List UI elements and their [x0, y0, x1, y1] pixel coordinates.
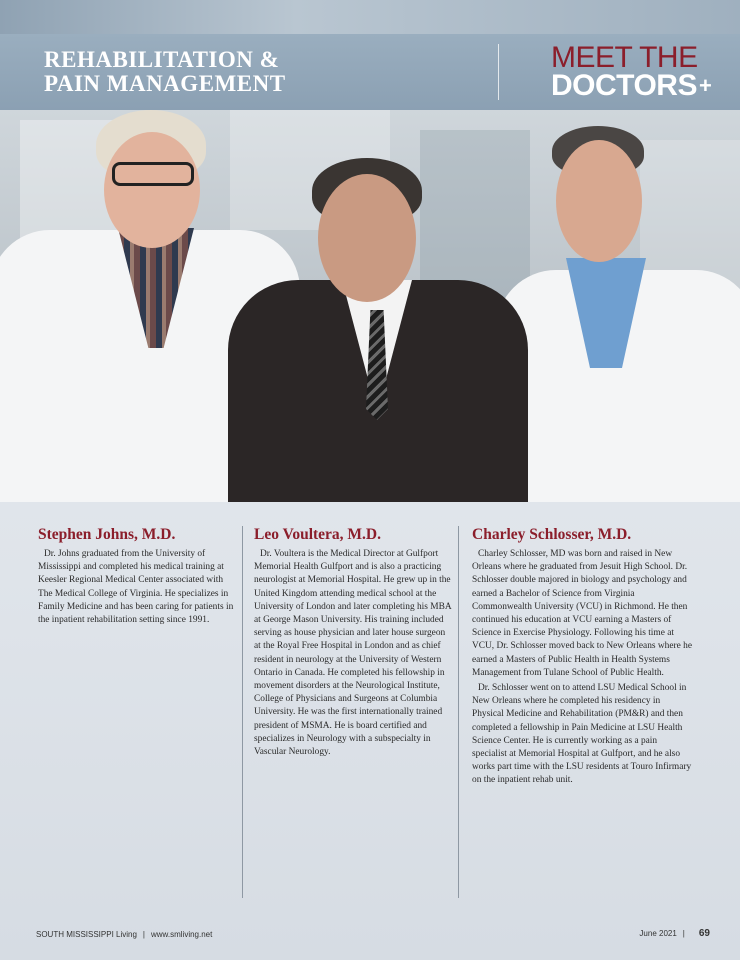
doctor-name: Charley Schlosser, M.D. [472, 526, 632, 543]
doctor-bio-text: Dr. Schlosser went on to attend LSU Medical School in New Orleans where he completed his residency in Physical Medicine and Rehabilitation (PM&R) and then completed a fellowship in Pain Medicine at LSU Health Science Center. He is currently working as a pain specialist at Memorial Hospital at Gulfport, and he also works part time with the LSU residents at Touro Infirmary on the inpatient rehab unit. [472, 683, 692, 786]
glasses-icon [112, 162, 194, 186]
section-title-line2: PAIN MANAGEMENT [44, 71, 286, 96]
logo-doctors-text: DOCTORS [551, 69, 697, 102]
face [556, 140, 642, 262]
meet-the-doctors-logo [551, 41, 712, 102]
section-title-line1: REHABILITATION & [44, 47, 280, 72]
footer-separator: | [142, 930, 145, 939]
doctor-name: Leo Voultera, M.D. [254, 526, 382, 543]
column-divider [458, 526, 459, 898]
page-number: 69 [698, 928, 710, 939]
footer-publication [36, 930, 212, 939]
section-banner [0, 34, 740, 110]
banner-divider [498, 44, 499, 100]
plus-icon: + [698, 73, 712, 98]
issue-date: June 2021 [639, 929, 677, 938]
top-photo-strip [0, 0, 740, 34]
doctor-bio-text: Dr. Voultera is the Medical Director at Gulfport Memorial Health Gulfport and is also a practicing neurologist at Memorial Hospital. He grew up in the United Kingdom attending medical school at the University of London and later completing his MBA at George Mason University. His training included serving as house physician and later house surgeon at the Royal Free Hospital in London and as chief resident in neurology at the University of Western Ontario in Canada. He completed his fellowship in movement disorders at the Neurological Institute, College of Physicians and Surgeons at Columbia University. He was the first internationally trained president of MSMA. He is board certified and specializes in Neurology with a subspecialty in Vascular Neurology. [254, 549, 452, 758]
publication-name: SOUTH MISSISSIPPI Living [36, 930, 137, 939]
doctor-bio-voultera [254, 526, 454, 759]
doctors-photo [0, 110, 740, 502]
section-title [44, 48, 286, 96]
logo-line2 [551, 69, 712, 102]
logo-line1: MEET THE [551, 41, 698, 74]
doctor-bio-text: Dr. Johns graduated from the University of Mississippi and completed his medical training at Keesler Regional Medical Center associated with The Medical College of Virginia. He specializes in Family Medicine and has been caring for patients in the inpatient rehabilitation setting since 1991. [38, 549, 234, 626]
doctor-bio-schlosser [472, 526, 692, 788]
face [104, 132, 200, 248]
doctor-bio-text: Charley Schlosser, MD was born and raised in New Orleans where he graduated from Jesuit High School. Dr. Schlosser double majored in biology and psychology and earned a Bachelor of Science from Virginia Commonwealth University (VCU) in Richmond. He then continued his education at VCU earning a Masters of Science in Exercise Physiology. Following his time at VCU, Dr. Schlosser moved back to New Orleans where he earned a Masters of Public Health in Health Systems Management from Tulane School of Public Health. [472, 549, 692, 678]
doctor-name: Stephen Johns, M.D. [38, 526, 176, 543]
page-footer [0, 928, 740, 960]
website-link[interactable]: www.smliving.net [151, 930, 213, 939]
column-divider [242, 526, 243, 898]
footer-separator: | [682, 929, 685, 938]
doctor-bios [32, 526, 712, 906]
wall-panel [420, 130, 530, 300]
footer-page-info [639, 928, 710, 939]
face [318, 174, 416, 302]
doctor-bio-johns [38, 526, 238, 627]
